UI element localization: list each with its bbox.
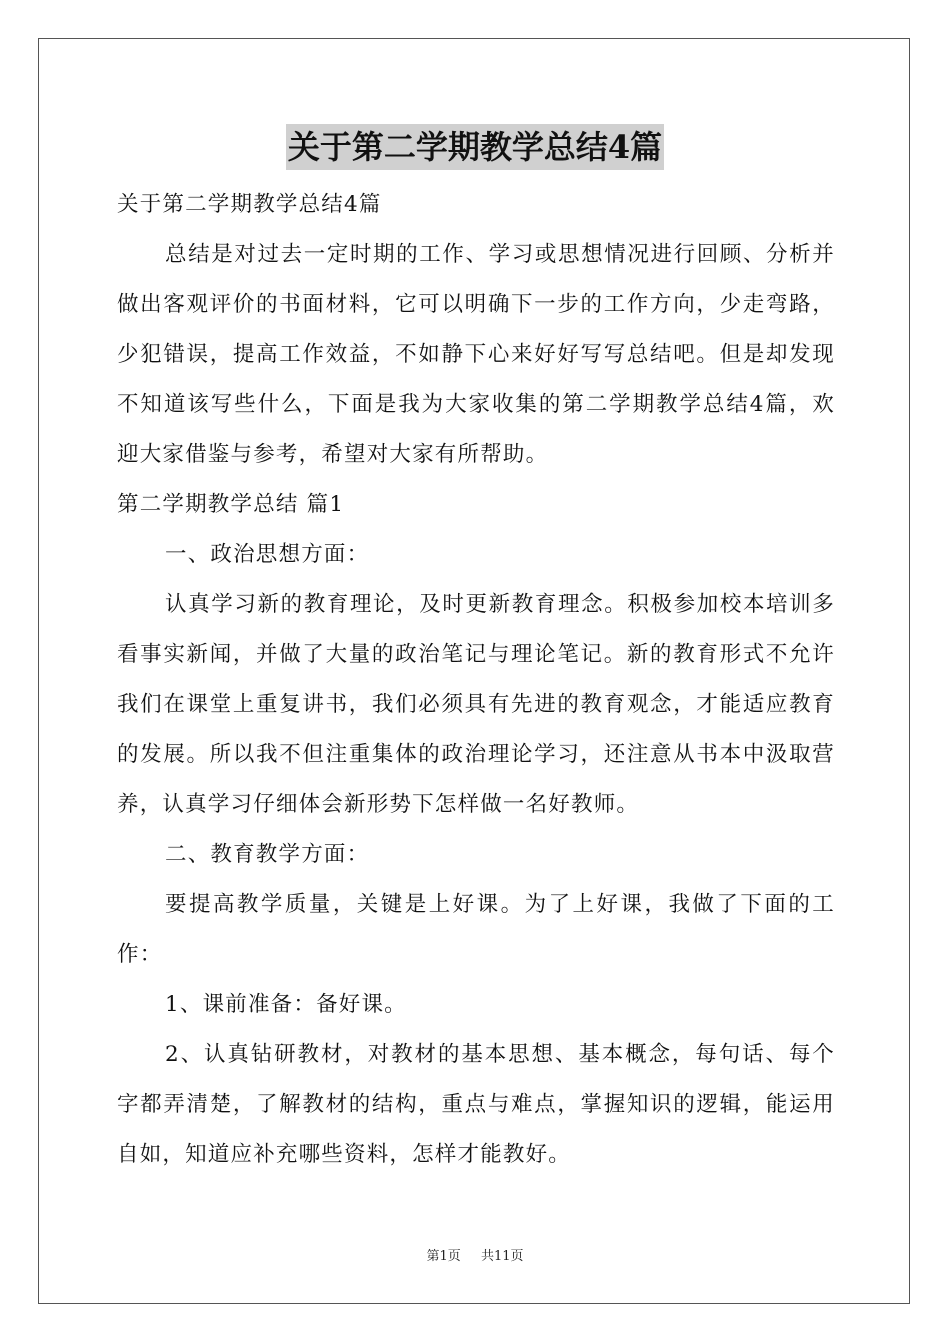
page-total: 共11页	[480, 1249, 524, 1264]
document-body	[117, 180, 835, 1180]
intro-paragraph: 总结是对过去一定时期的工作、学习或思想情况进行回顾、分析并做出客观评价的书面材料，它可以明确下一步的工作方向，少走弯路，少犯错误，提高工作效益，不如静下心来好好写写总结吧。但是却发现不知道该写些什么，下面是我为大家收集的第二学期教学总结4篇，欢迎大家借鉴与参考，希望对大家有所帮助。	[117, 242, 835, 467]
page-number: 第1页	[426, 1249, 461, 1264]
part1-paragraph: 认真学习新的教育理论，及时更新教育理念。积极参加校本培训多看事实新闻，并做了大量的政治笔记与理论笔记。新的教育形式不允许我们在课堂上重复讲书，我们必须具有先进的教育观念，才能适应教育的发展。所以我不但注重集体的政治理论学习，还注意从书本中汲取营养，认真学习仔细体会新形势下怎样做一名好教师。	[117, 592, 835, 817]
page-footer	[0, 1245, 950, 1264]
section-heading: 第二学期教学总结 篇1	[117, 492, 345, 517]
list-item-1: 1、课前准备：备好课。	[165, 992, 407, 1017]
title-wrap	[0, 124, 950, 170]
list-item-2: 2、认真钻研教材，对教材的基本思想、基本概念，每句话、每个字都弄清楚，了解教材的结构，重点与难点，掌握知识的逻辑，能运用自如，知道应补充哪些资料，怎样才能教好。	[117, 1042, 835, 1167]
document-subtitle: 关于第二学期教学总结4篇	[117, 192, 382, 217]
part1-heading: 一、政治思想方面：	[165, 542, 370, 567]
part2-paragraph: 要提高教学质量，关键是上好课。为了上好课，我做了下面的工作：	[117, 892, 835, 967]
document-title: 关于第二学期教学总结4篇	[286, 124, 664, 170]
part2-heading: 二、教育教学方面：	[165, 842, 370, 867]
